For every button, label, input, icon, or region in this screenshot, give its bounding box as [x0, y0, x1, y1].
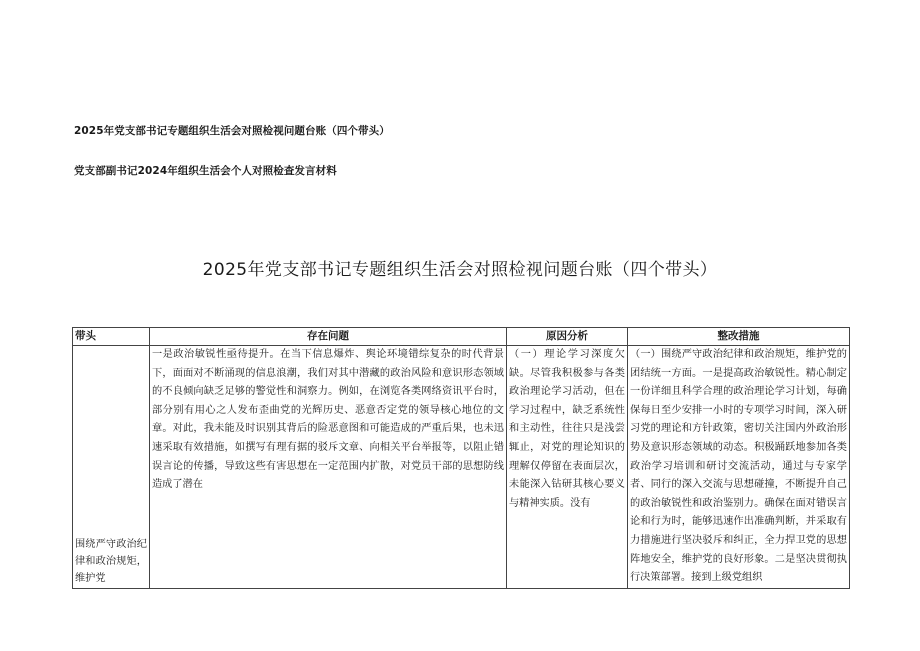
header-problem: 存在问题 — [150, 328, 507, 346]
cell-cause: （一）理论学习深度欠缺。尽管我积极参与各类政治理论学习活动，但在学习过程中，缺乏系统性和主动性，往往只是浅尝辄止，对党的理论知识的理解仅停留在表面层次，未能深入钻研其核心要义与精神实质。没有 — [507, 346, 628, 589]
cell-measure: （一）围绕严守政治纪律和政治规矩，维护党的团结统一方面。一是提高政治敏锐性。精心制定一份详细且科学合理的政治理论学习计划，每确保每日至少安排一小时的专项学习时间，深入研习党的理论和方针政策，密切关注国内外政治形势及意识形态领域的动态。积极踊跃地参加各类政治学习培训和研讨交流活动，通过与专家学者、同行的深入交流与思想碰撞，不断提升自己的政治敏锐性和政治鉴别力。确保在面对错误言论和行为时，能够迅速作出准确判断，并采取有力措施进行坚决驳斥和纠正，全力捍卫党的思想阵地安全，维护党的良好形象。二是坚决贯彻执行决策部署。接到上级党组织 — [628, 346, 850, 589]
table-header-row — [73, 328, 850, 346]
document-title: 2025年党支部书记专题组织生活会对照检视问题台账（四个带头） — [202, 260, 718, 280]
header-measure: 整改措施 — [628, 328, 850, 346]
toc-entry-1[interactable]: 2025年党支部书记专题组织生活会对照检视问题台账（四个带头） — [74, 125, 390, 137]
header-lead: 带头 — [73, 328, 150, 346]
header-cause: 原因分析 — [507, 328, 628, 346]
table-row — [73, 346, 850, 589]
issue-ledger-table — [72, 327, 850, 589]
toc-entry-2[interactable]: 党支部副书记2024年组织生活会个人对照检查发言材料 — [74, 165, 337, 177]
cell-lead: 围绕严守政治纪律和政治规矩，维护党 — [73, 346, 150, 589]
cell-problem: 一是政治敏锐性亟待提升。在当下信息爆炸、舆论环境错综复杂的时代背景下，面面对不断涌现的信息浪潮，我们对其中潜藏的政治风险和意识形态领域的不良倾向缺乏足够的警觉性和洞察力。例如，在浏览各类网络资讯平台时，部分别有用心之人发布歪曲党的光辉历史、恶意否定党的领导核心地位的文章。对此，我未能及时识别其背后的险恶意图和可能造成的严重后果，也未迅速采取有效措施，如撰写有理有据的驳斥文章、向相关平台举报等，以阻止错误言论的传播，导致这些有害思想在一定范围内扩散，对党员干部的思想防线造成了潜在 — [150, 346, 507, 589]
